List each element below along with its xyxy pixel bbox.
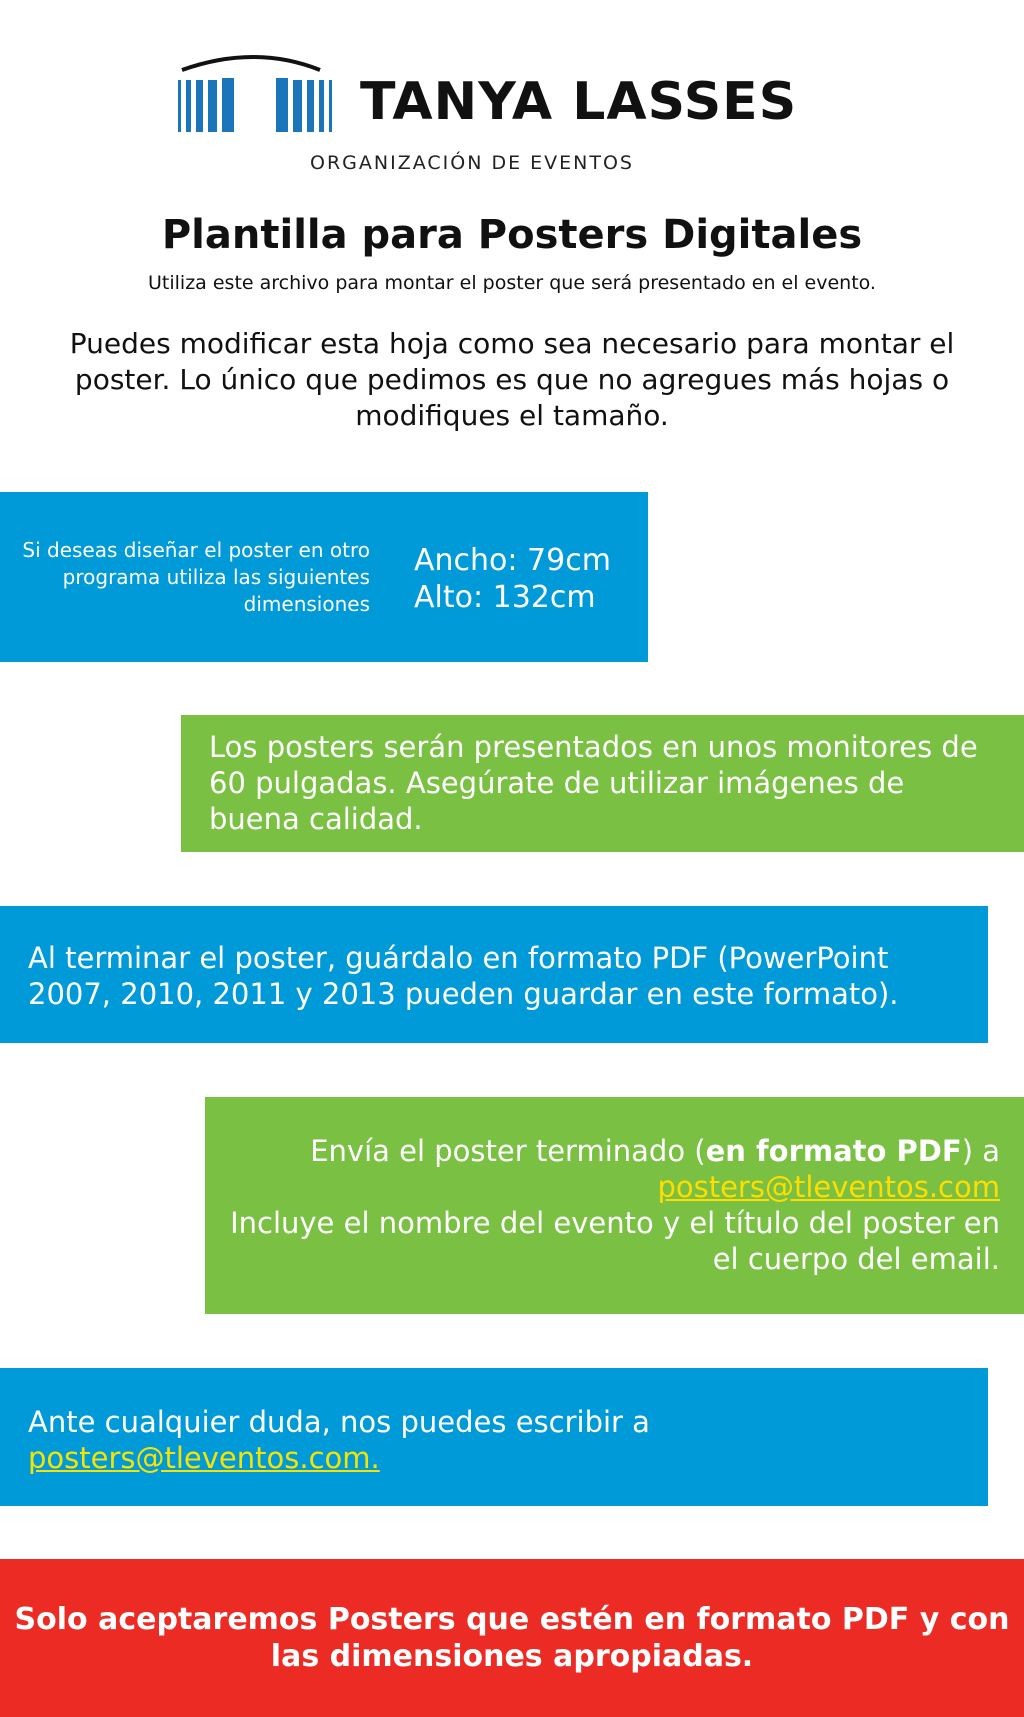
page-subtitle: Utiliza este archivo para montar el poster que será presentado en el evento. [148,272,876,294]
send-note: Incluye el nombre del evento y el título del poster en el cuerpo del email. [230,1206,1000,1276]
dimensions-values [414,542,611,616]
send-format-bold: en formato PDF [705,1134,962,1168]
page-title: Plantilla para Posters Digitales [161,212,863,258]
dimension-width: Ancho: 79cm [414,543,611,578]
dimension-height: Alto: 132cm [414,580,596,615]
monitors-text: Los posters serán presentados en unos monitores de 60 pulgadas. Asegúrate de utilizar imágenes de buena calidad. [209,730,978,836]
monitors-panel [181,715,1024,852]
contact-text: Ante cualquier duda, nos puedes escribir a [28,1405,650,1439]
intro-text: Puedes modificar esta hoja como sea necesario para montar el poster. Lo único que pedimos es que no agregues más hojas o modifiques el tamaño. [69,327,955,432]
dimensions-panel [0,492,648,662]
contact-panel [0,1368,988,1506]
send-instruction [229,1133,1000,1169]
pdf-format-panel [0,906,988,1043]
contact-email-link[interactable]: posters@tleventos.com. [28,1441,380,1475]
pdf-format-text: Al terminar el poster, guárdalo en formato PDF (PowerPoint 2007, 2010, 2011 y 2013 pueden guardar en este formato). [28,941,899,1011]
send-prefix: Envía el poster terminado ( [310,1134,706,1168]
send-email-link[interactable]: posters@tleventos.com [657,1170,1000,1204]
logo-name: TANYA LASSES [360,72,798,132]
send-suffix: ) a [961,1134,1000,1168]
dimensions-note: Si deseas diseñar el poster en otro programa utiliza las siguientes dimensiones [22,538,370,616]
logo [0,40,1024,180]
logo-tagline: ORGANIZACIÓN DE EVENTOS [310,152,634,174]
building-columns-icon [170,50,345,138]
send-panel [205,1097,1024,1314]
warning-panel [0,1559,1024,1717]
warning-text: Solo aceptaremos Posters que estén en formato PDF y con las dimensiones apropiadas. [14,1602,1010,1674]
